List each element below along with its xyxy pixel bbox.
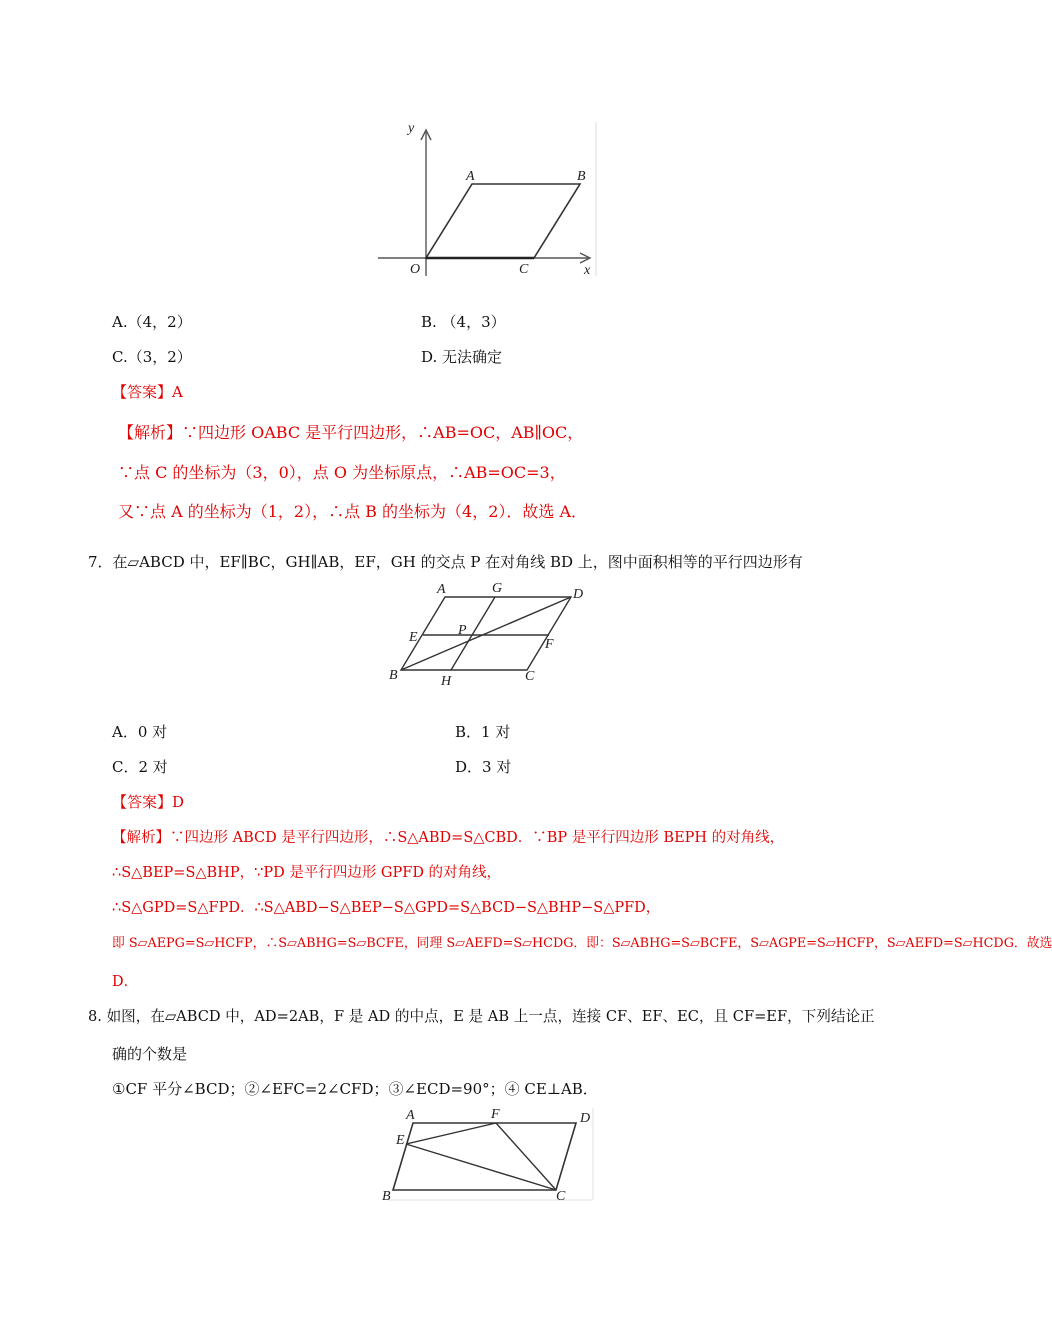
q7-option-a: A．0 对 [112, 723, 168, 741]
label-d: D [573, 587, 584, 602]
q7-explanation-2: ∴S△BEP=S△BHP，∵PD 是平行四边形 GPFD 的对角线， [112, 865, 502, 881]
label-b: B [577, 169, 586, 184]
q6-option-c: C.（3，2） [112, 348, 192, 366]
q7-explanation-1: 【解析】∵四边形 ABCD 是平行四边形，∴S△ABD=S△CBD．∵BP 是平行四边形 BEPH 的对角线， [112, 830, 785, 846]
q7-option-c: C．2 对 [112, 758, 168, 776]
q7-answer: 【答案】D [112, 793, 185, 811]
q6-option-b: B. （4，3） [421, 313, 506, 331]
q7-option-d: D．3 对 [455, 758, 512, 776]
label-h: H [441, 674, 452, 689]
label-a: A [406, 1108, 415, 1123]
diagonal-bd [401, 597, 571, 670]
q8-stem-3: ①CF 平分∠BCD；②∠EFC=2∠CFD；③∠ECD=90°；④ CE⊥AB． [112, 1080, 598, 1098]
label-b: B [389, 668, 398, 683]
label-c: C [525, 669, 535, 684]
label-o: O [410, 262, 421, 277]
label-x: x [584, 263, 591, 278]
q7-explanation-3: ∴S△GPD=S△FPD．∴S△ABD−S△BEP−S△GPD=S△BCD−S△BHP−S△PFD， [112, 900, 661, 916]
label-p: P [458, 623, 467, 638]
q8-stem-2: 确的个数是 [112, 1045, 188, 1063]
label-f: F [491, 1107, 500, 1122]
q6-explanation-1: 【解析】∵四边形 OABC 是平行四边形，∴AB=OC，AB∥OC， [118, 423, 584, 442]
label-d: D [580, 1111, 591, 1126]
q7-explanation-5: D． [112, 974, 139, 990]
label-b: B [382, 1189, 391, 1204]
label-e: E [409, 630, 418, 645]
label-a: A [466, 169, 475, 184]
q7-figure [385, 578, 595, 690]
q6-explanation-2: ∵点 C 的坐标为（3，0），点 O 为坐标原点，∴AB=OC=3， [118, 463, 566, 482]
q6-option-d: D. 无法确定 [421, 348, 503, 366]
q8-stem-1: 8. 如图，在▱ABCD 中，AD=2AB，F 是 AD 的中点，E 是 AB 上一点，连接 CF、EF、EC，且 CF=EF，下列结论正 [88, 1008, 875, 1025]
q6-figure [376, 118, 598, 280]
label-c: C [519, 262, 529, 277]
label-g: G [492, 581, 503, 596]
q6-explanation-3: 又∵点 A 的坐标为（1，2），∴点 B 的坐标为（4，2）．故选 A． [118, 502, 588, 521]
q6-answer: 【答案】A [112, 383, 183, 401]
q6-option-a: A.（4，2） [112, 313, 192, 331]
q7-explanation-4: 即 S▱AEPG=S▱HCFP，∴S▱ABHG=S▱BCFE，同理 S▱AEFD=S▱HCDG．即：S▱ABHG=S▱BCFE，S▱AGPE=S▱HCFP，S▱AEFD=S▱HCDG．故选 [112, 936, 1052, 951]
label-c: C [556, 1189, 566, 1204]
q7-stem: 7．在▱ABCD 中，EF∥BC，GH∥AB，EF，GH 的交点 P 在对角线 BD 上，图中面积相等的平行四边形有 [88, 553, 803, 571]
label-e: E [396, 1133, 405, 1148]
label-y: y [408, 121, 415, 136]
q8-figure [378, 1104, 594, 1204]
label-f: F [545, 637, 554, 652]
label-a: A [437, 582, 446, 597]
q7-option-b: B．1 对 [455, 723, 511, 741]
